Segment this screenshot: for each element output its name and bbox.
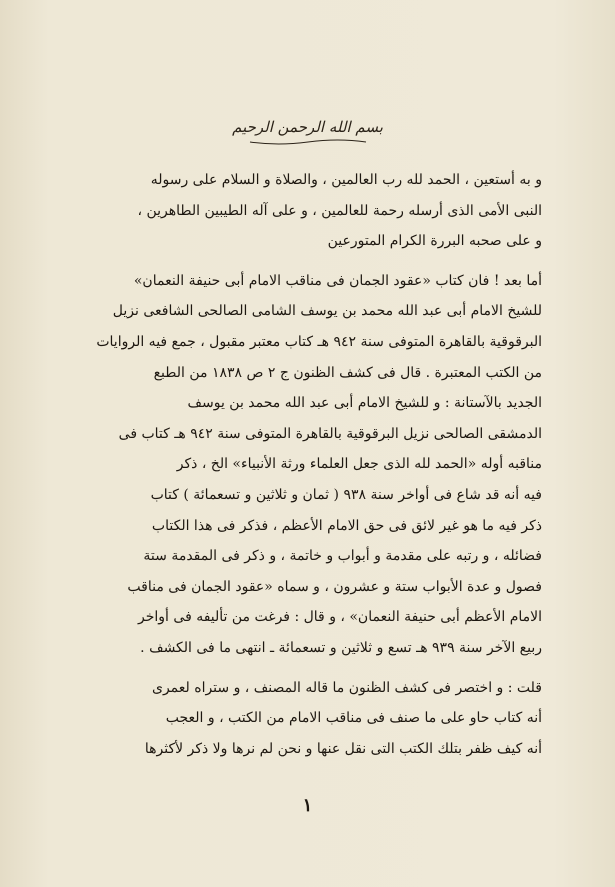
text-line: من الكتب المعتبرة . قال فى كشف الظنون ج ٢ ص ١٨٣٨ من الطبع xyxy=(153,364,542,381)
text-line: فصول و عدة الأبواب ستة و عشرون ، و سماه «عقود الجمان فى مناقب xyxy=(127,578,542,595)
text-line: الجديد بالآستانة : و للشيخ الامام أبى عبد الله محمد بن يوسف xyxy=(187,395,542,412)
text-line: مناقبه أوله «الحمد لله الذى جعل العلماء ورثة الأنبياء» الخ ، ذكر xyxy=(176,456,542,473)
text-line: أنه كتاب حاو على ما صنف فى مناقب الامام من الكتب ، و العجب xyxy=(165,710,542,727)
text-line: أنه كيف ظفر بتلك الكتب التى نقل عنها و نحن لم نرها ولا ذكر لأكثرها xyxy=(144,740,542,757)
text-line: و به أستعين ، الحمد لله رب العالمين ، والصلاة و السلام على رسوله xyxy=(150,172,542,188)
paragraph-invocation xyxy=(82,165,542,257)
text-line: للشيخ الامام أبى عبد الله محمد بن يوسف الشامى الصالحى الشافعى نزيل xyxy=(112,303,542,320)
text-line: النبى الأمى الذى أرسله رحمة للعالمين ، و على آله الطيبين الطاهرين ، xyxy=(137,202,542,219)
text-line: البرقوقية بالقاهرة المتوفى سنة ٩٤٢ هـ كتاب معتبر مقبول ، جمع فيه الروايات xyxy=(96,333,542,350)
basmala-text: بسم الله الرحمن الرحيم xyxy=(232,118,383,136)
text-line: و على صحبه البررة الكرام المتورعين xyxy=(327,233,542,250)
text-line: الدمشقى الصالحى نزيل البرقوقية بالقاهرة المتوفى سنة ٩٤٢ هـ كتاب فى xyxy=(118,425,542,442)
main-text-block xyxy=(82,165,542,764)
text-line: فيه أنه قد شاع فى أواخر سنة ٩٣٨ ( ثمان و ثلاثين و تسعمائة ) كتاب xyxy=(150,486,542,503)
basmala-heading xyxy=(0,118,615,146)
text-line: أما بعد ! فان كتاب «عقود الجمان فى مناقب الامام أبى حنيفة النعمان» xyxy=(133,272,542,289)
text-line: قلت : و اختصر فى كشف الظنون ما قاله المصنف ، و ستراه لعمرى xyxy=(151,679,542,696)
page-number: ١ xyxy=(302,795,313,816)
text-line: ذكر فيه ما هو غير لائق فى حق الامام الأعظم ، فذكر فى هذا الكتاب xyxy=(151,517,542,534)
paragraph-introduction xyxy=(82,266,542,664)
flourish-ornament-icon xyxy=(248,138,368,146)
paragraph-commentary xyxy=(82,673,542,765)
text-line: ربيع الآخر سنة ٩٣٩ هـ تسع و ثلاثين و تسعمائة ـ انتهى ما فى الكشف . xyxy=(140,639,542,656)
text-line: فضائله ، و رتبه على مقدمة و أبواب و خاتمة ، و ذكر فى المقدمة ستة xyxy=(143,548,542,565)
text-line: الامام الأعظم أبى حنيفة النعمان» ، و قال : فرغت من تأليفه فى أواخر xyxy=(138,609,542,626)
